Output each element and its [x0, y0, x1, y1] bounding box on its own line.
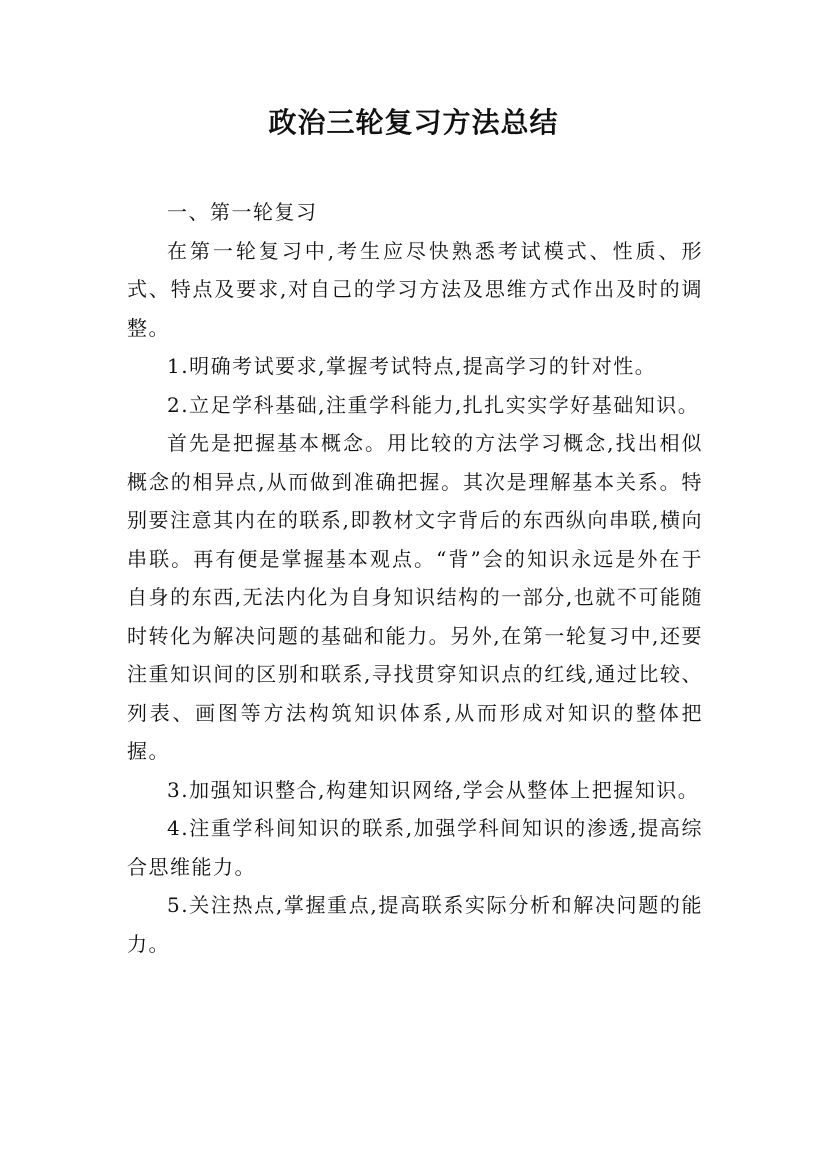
document-title: 政治三轮复习方法总结: [268, 106, 559, 139]
list-item-1: 1.明确考试要求,掌握考试特点,提高学习的针对性。: [167, 354, 657, 378]
section-heading: 一、第一轮复习: [167, 200, 318, 224]
paragraph-intro: 在第一轮复习中,考生应尽快熟悉考试模式、性质、形式、特点及要求,对自己的学习方法及思维方式作出及时的调整。: [127, 238, 703, 340]
paragraph-detail: 首先是把握基本概念。用比较的方法学习概念,找出相似概念的相异点,从而做到准确把握。其次是理解基本关系。特别要注意其内在的联系,即教材文字背后的东西纵向串联,横向串联。再有便是掌握基本观点。“背”会的知识永远是外在于自身的东西,无法内化为自身知识结构的一部分,也就不可能随时转化为解决问题的基础和能力。另外,在第一轮复习中,还要注重知识间的区别和联系,寻找贯穿知识点的红线,通过比较、列表、画图等方法构筑知识体系,从而形成对知识的整体把握。: [127, 431, 703, 763]
list-item-2: 2.立足学科基础,注重学科能力,扎扎实实学好基础知识。: [167, 392, 700, 417]
list-item-3: 3.加强知识整合,构建知识网络,学会从整体上把握知识。: [167, 777, 700, 802]
document-body: [127, 193, 703, 963]
list-item-5: 5.关注热点,掌握重点,提高联系实际分析和解决问题的能力。: [127, 893, 703, 956]
list-item-4: 4.注重学科间知识的联系,加强学科间知识的渗透,提高综合思维能力。: [127, 816, 703, 879]
